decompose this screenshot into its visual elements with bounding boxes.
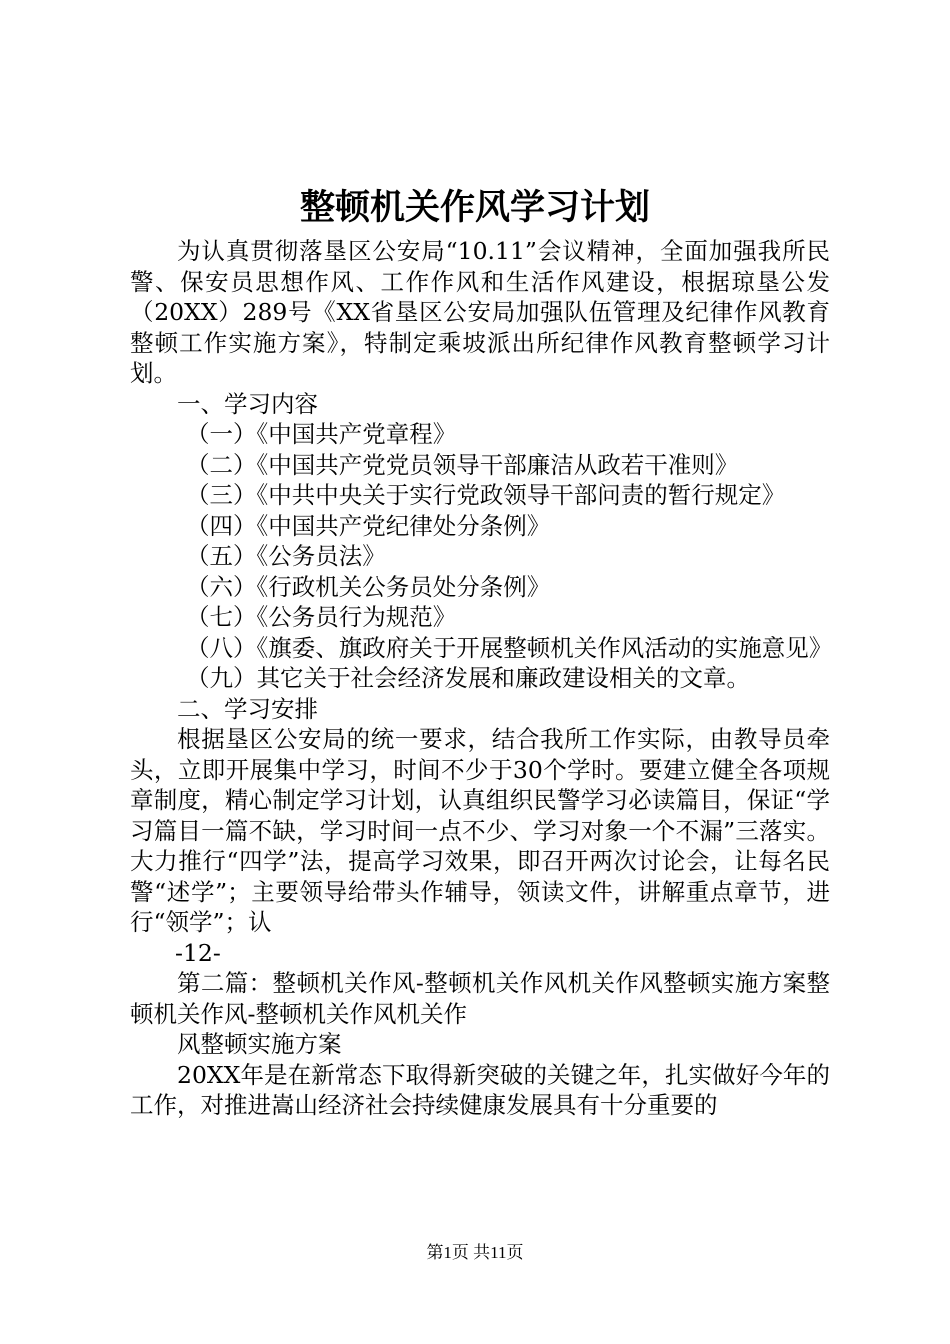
section-heading-study-arrangement: 二、学习安排 xyxy=(177,694,318,723)
inline-page-number: -12- xyxy=(175,938,221,967)
list-item: （二）《中国共产党党员领导干部廉洁从政若干准则》 xyxy=(186,450,739,479)
section-heading-study-content: 一、学习内容 xyxy=(177,389,318,418)
page-footer: 第1页 共11页 xyxy=(426,1243,524,1262)
arrangement-paragraph: 根据垦区公安局的统一要求，结合我所工作实际，由教导员牵头，立即开展集中学习，时间不少于30个学时。要建立健全各项规章制度，精心制定学习计划，认真组织民警学习必读篇目，保证“学习篇目一篇不缺，学习时间一点不少、学习对象一个不漏”三落实。大力推行“四学”法，提高学习效果，即召开两次讨论会，让每名民警“述学”；主要领导给带头作辅导，领读文件，讲解重点章节，进行“领学”；认 xyxy=(130,725,830,936)
list-item: （五）《公务员法》 xyxy=(186,542,386,570)
list-item: （三）《中共中央关于实行党政领导干部问责的暂行规定》 xyxy=(186,481,786,509)
document-body xyxy=(130,236,833,1121)
list-item: （一）《中国共产党章程》 xyxy=(186,420,457,448)
list-item: （六）《行政机关公务员处分条例》 xyxy=(186,572,551,601)
second-article-paragraph: 20XX年是在新常态下取得新突破的关键之年，扎实做好今年的工作，对推进嵩山经济社会持续健康发展具有十分重要的 xyxy=(130,1060,830,1119)
intro-paragraph: 为认真贯彻落垦区公安局“10.11”会议精神，全面加强我所民警、保安员思想作风、工作作风和生活作风建设，根据琼垦公发（20XX）289号《XX省垦区公安局加强队伍管理及纪律作风教育整顿工作实施方案》，特制定乘坡派出所纪律作风教育整顿学习计划。 xyxy=(130,237,830,387)
list-item: （八）《旗委、旗政府关于开展整顿机关作风活动的实施意见》 xyxy=(186,633,833,662)
second-article-heading: 第二篇：整顿机关作风-整顿机关作风机关作风整顿实施方案整顿机关作风-整顿机关作风机关作 xyxy=(130,969,830,1028)
document-title: 整顿机关作风学习计划 xyxy=(299,187,650,228)
list-item: （七）《公务员行为规范》 xyxy=(186,603,457,631)
second-article-subtitle: 风整顿实施方案 xyxy=(177,1030,342,1058)
list-item: （四）《中国共产党纪律处分条例》 xyxy=(186,511,551,540)
list-item: （九）其它关于社会经济发展和廉政建设相关的文章。 xyxy=(186,664,750,692)
